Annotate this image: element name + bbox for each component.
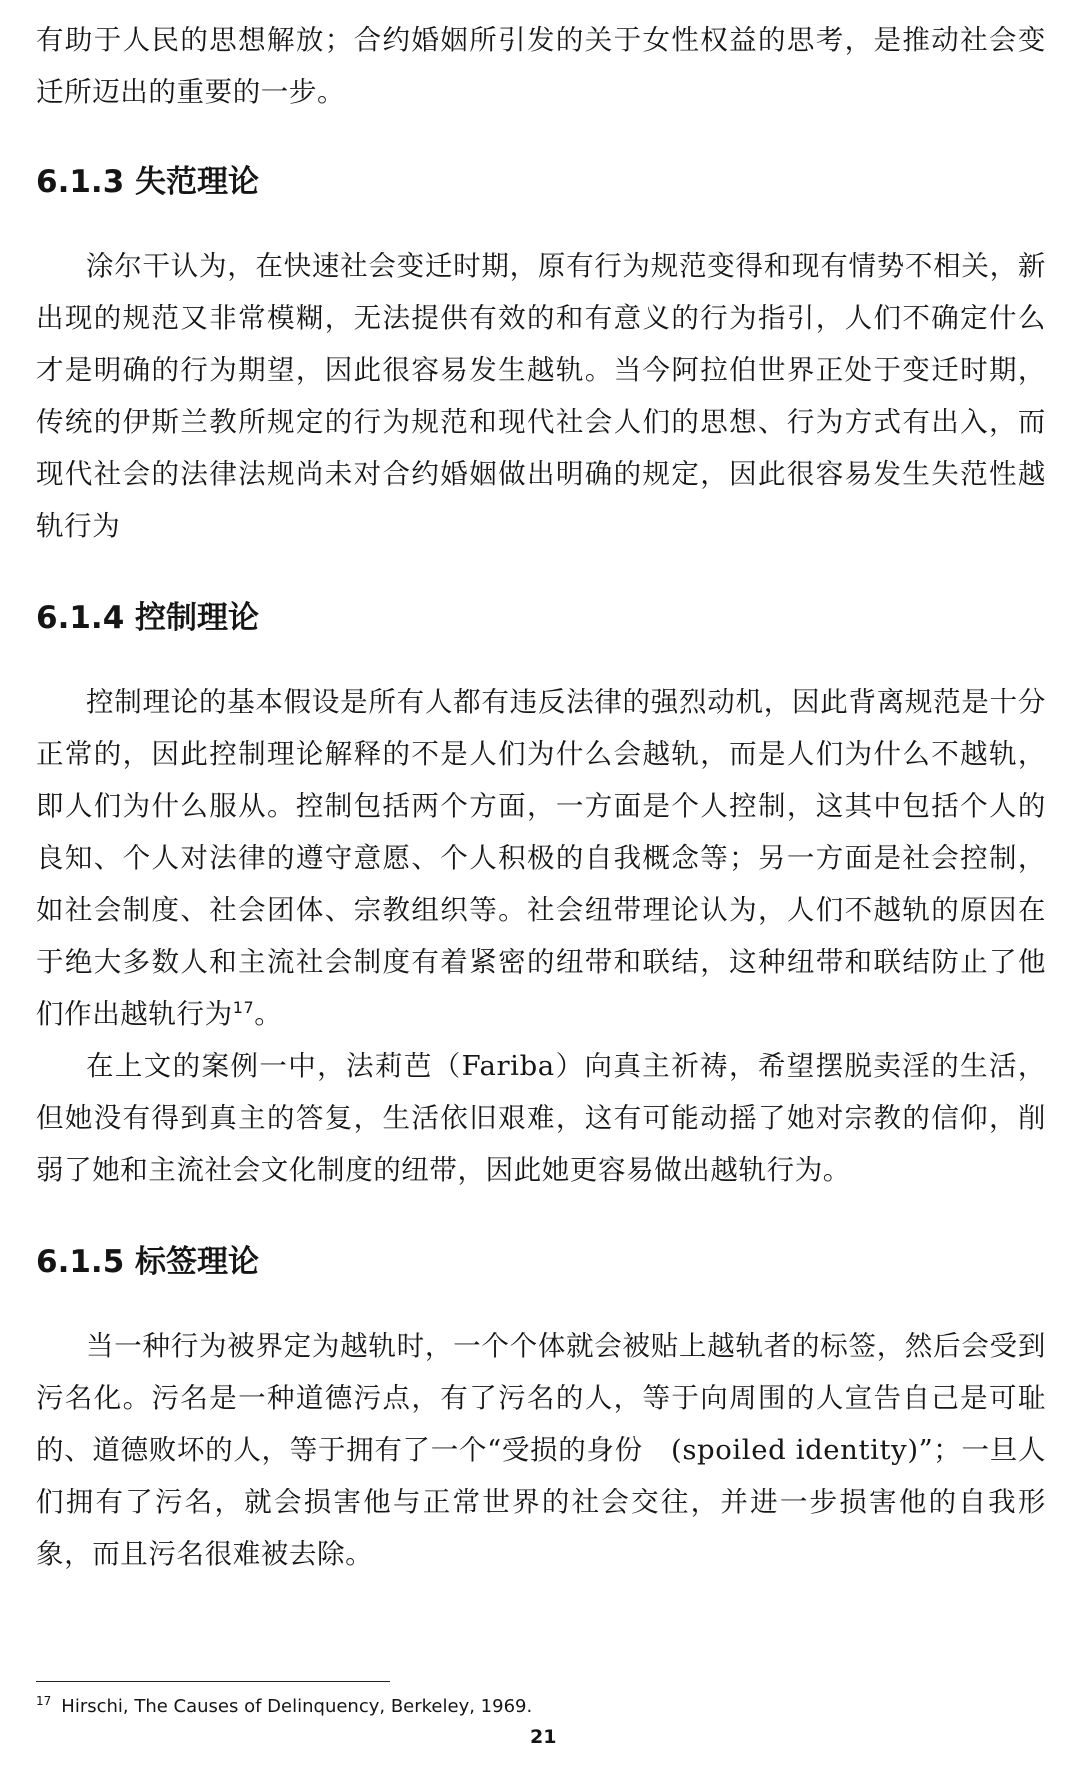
footnote [36, 1694, 532, 1720]
section-heading-labeling: 6.1.5 标签理论 [36, 1244, 260, 1280]
section-heading-control: 6.1.4 控制理论 [36, 600, 260, 636]
case-paragraph: 在上文的案例一中，法莉芭（Fariba）向真主祈祷，希望摆脱卖淫的生活，但她没有得到真主的答复，生活依旧艰难，这有可能动摇了她对宗教的信仰，削弱了她和主流社会文化制度的纽带，因此她更容易做出越轨行为。 [36, 1050, 1046, 1186]
page-number: 21 [530, 1726, 557, 1748]
labeling-paragraph: 当一种行为被界定为越轨时，一个个体就会被贴上越轨者的标签，然后会受到污名化。污名是一种道德污点，有了污名的人，等于向周围的人宣告自己是可耻的、道德败坏的人，等于拥有了一个“受损的身份 (spoiled identity)”；一旦人们拥有了污名，就会损害他与正常世界的社会交往，并进一步损害他的自我形象，而且污名很难被去除。 [36, 1330, 1046, 1570]
control-paragraph-text: 控制理论的基本假设是所有人都有违反法律的强烈动机，因此背离规范是十分正常的，因此控制理论解释的不是人们为什么会越轨，而是人们为什么不越轨，即人们为什么服从。控制包括两个方面，一方面是个人控制，这其中包括个人的良知、个人对法律的遵守意愿、个人积极的自我概念等；另一方面是社会控制，如社会制度、社会团体、宗教组织等。社会纽带理论认为，人们不越轨的原因在于绝大多数人和主流社会制度有着紧密的纽带和联结，这种纽带和联结防止了他们作出越轨行为 [36, 686, 1046, 1030]
footnote-divider [36, 1681, 390, 1682]
footnote-number: 17 [36, 1694, 52, 1708]
page-body [36, 14, 1046, 1580]
control-paragraph [36, 676, 1046, 1040]
anomie-paragraph: 涂尔干认为，在快速社会变迁时期，原有行为规范变得和现有情势不相关，新出现的规范又非常模糊，无法提供有效的和有意义的行为指引，人们不确定什么才是明确的行为期望，因此很容易发生越轨。当今阿拉伯世界正处于变迁时期，传统的伊斯兰教所规定的行为规范和现代社会人们的思想、行为方式有出入，而现代社会的法律法规尚未对合约婚姻做出明确的规定，因此很容易发生失范性越轨行为 [36, 250, 1046, 542]
continuation-paragraph: 有助于人民的思想解放；合约婚姻所引发的关于女性权益的思考，是推动社会变迁所迈出的重要的一步。 [36, 24, 1046, 108]
footnote-text: Hirschi, The Causes of Delinquency, Berkeley, 1969. [61, 1696, 533, 1717]
footnote-ref-17[interactable]: 17 [232, 997, 255, 1017]
control-paragraph-end: 。 [254, 998, 283, 1030]
section-heading-anomie: 6.1.3 失范理论 [36, 164, 260, 200]
